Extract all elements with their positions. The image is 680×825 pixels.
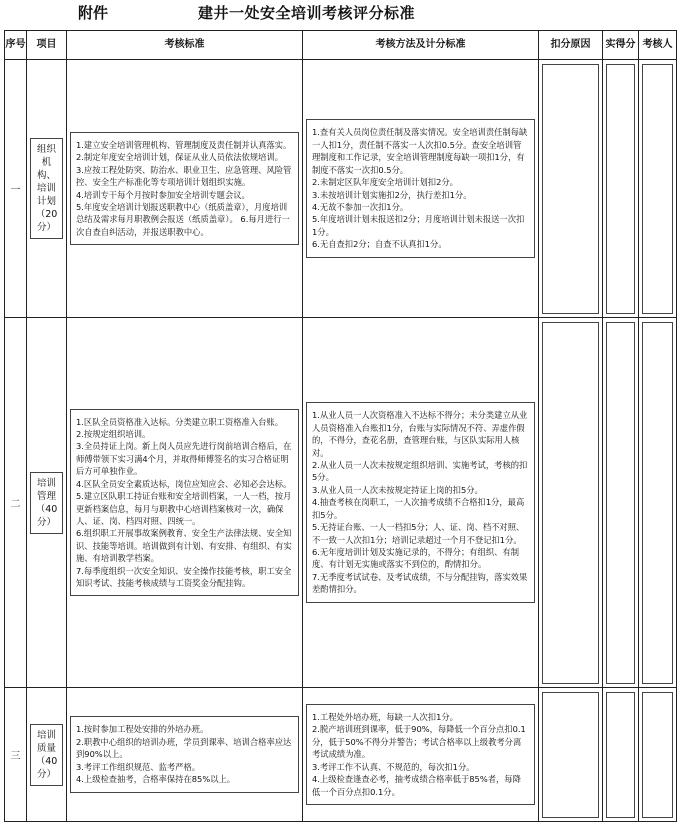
- row-method-cell: [303, 688, 539, 822]
- row-assessor[interactable]: [639, 688, 677, 822]
- row-standard: 1.区队全员资格准入达标。分类建立职工资格准入台账。 2.按规定组织培训。 3.全员持证上岗。新上岗人员应先进行岗前培训合格后，在师傅带领下实习满4个月，并取得师傅签名的实习合格证明后方可单独作业。 4.区队全员安全素质达标，岗位应知应会、必知必会达标。 5.建立区队职工持证台账和安全培训档案，一人一档，按月更新档案信息，每月与职教中心培训档案核对一次，确保人、证、岗、档四对照、四统一。 6.组织职工开展事故案例教育、安全生产法律法规、安全知识、技能等培训。培训做到有计划、有安排、有组织、有实施、有培训教学档案。 7.每季度组织一次安全知识、安全操作技能考核，职工安全知识考试、技能考核成绩与工资奖金分配挂钩。: [70, 409, 299, 597]
- row-method: 1.工程处外培办班，每缺一人次扣1分。 2.脱产培训班到课率，低于90%，每降低一个百分点扣0.1分，低于50%不得分并警告；考试合格率以上级教考分离考试成绩为准。 3.考评工作不认真、不规范的，每次扣1分。 4.上级检查逢查必考，抽考成绩合格率低于85%者，每降低一个百分点扣0.1分。: [306, 704, 535, 805]
- scoring-table: [4, 30, 677, 822]
- row-item: 培训质量（40分）: [30, 724, 63, 786]
- table-header-row: [5, 31, 677, 60]
- row-assessor[interactable]: [639, 60, 677, 318]
- row-deduction-reason[interactable]: [539, 60, 603, 318]
- row-standard: 1.建立安全培训管理机构、管理制度及责任制并认真落实。 2.制定年度安全培训计划，保证从业人员依法依规培训。 3.应按工程处防突、防治水、职业卫生、应急管理、风险管控、安全生产标准化等专项培训计划组织实施。 4.培训专干每个月按时参加安全培训专题会议。 5.年度安全培训计划报送职教中心（纸质盖章），月度培训总结及需求每月职教例会报送（纸质盖章）。 6.每月进行一次自查自纠活动，并报送职教中心。: [70, 132, 299, 245]
- row-standard: 1.按时参加工程处安排的外培办班。 2.职教中心组织的培训办班，学员到课率、培训合格率应达到90%以上。 3.考评工作组织规范、监考严格。 4.上级检查抽考，合格率保持在85%以上。: [70, 716, 299, 792]
- column-header-deduction-reason: 扣分原因: [539, 31, 603, 60]
- row-deduction-reason[interactable]: [539, 688, 603, 822]
- column-header-assessor: 考核人: [639, 31, 677, 60]
- row-method-cell: [303, 60, 539, 318]
- column-header-item: 项目: [27, 31, 67, 60]
- column-header-actual-score: 实得分: [603, 31, 639, 60]
- row-item-cell: [27, 688, 67, 822]
- row-method: 1.从业人员一人次资格准入不达标不得分；未分类建立从业人员资格准入台账扣1分，台账与实际情况不符、弄虚作假的，不得分，查花名册，查管理台账，与区队实际用人核对。 2.从业人员一人次未按规定组织培训、实施考试，考核的扣5分。 3.从业人员一人次未按规定持证上岗的扣5分。 4.抽查考核在岗职工，一人次抽考成绩不合格扣1分，最高扣5分。 5.无持证台账、一人一档扣5分；人、证、岗、档不对照、不一致一人次扣1分；培训记录超过一个月不登记扣1分。 6.无年度培训计划及实施记录的，不得分；有组织、有制度、有计划无实施或落实不到位的，酌情扣分。 7.无季度考试试卷、及考试成绩，不与分配挂钩，落实效果差酌情扣分。: [306, 402, 535, 602]
- row-deduction-reason[interactable]: [539, 318, 603, 688]
- row-number: 三: [5, 688, 27, 822]
- attachment-label: 附件: [78, 4, 109, 22]
- row-actual-score[interactable]: [603, 688, 639, 822]
- row-method: 1.查有关人员岗位责任制及落实情况。安全培训责任制每缺一人扣1分，责任制不落实一人次扣0.5分。查安全培训管理制度和工作记录，安全培训管理制度每缺一项扣1分，有制度不落实一次扣0.5分。 2.未制定区队年度安全培训计划扣2分。 3.未按培训计划实施扣2分，执行差扣1分。 4.无故不参加一次扣1分。 5.年度培训计划未报送扣2分；月度培训计划未报送一次扣1分。 6.无自查扣2分；自查不认真扣1分。: [306, 119, 535, 257]
- document-header: [0, 0, 680, 26]
- row-number: 一: [5, 60, 27, 318]
- table-row: [5, 60, 677, 318]
- row-item-cell: [27, 318, 67, 688]
- row-item: 培训管理（40分）: [30, 472, 63, 534]
- row-actual-score[interactable]: [603, 60, 639, 318]
- row-number: 二: [5, 318, 27, 688]
- column-header-standard: 考核标准: [67, 31, 303, 60]
- document-title: 建井一处安全培训考核评分标准: [198, 4, 416, 22]
- column-header-method: 考核方法及计分标准: [303, 31, 539, 60]
- row-method-cell: [303, 318, 539, 688]
- table-row: [5, 318, 677, 688]
- row-assessor[interactable]: [639, 318, 677, 688]
- row-actual-score[interactable]: [603, 318, 639, 688]
- table-row: [5, 688, 677, 822]
- column-header-no: 序号: [5, 31, 27, 60]
- row-standard-cell: [67, 688, 303, 822]
- row-standard-cell: [67, 60, 303, 318]
- row-item-cell: [27, 60, 67, 318]
- row-item: 组织机构、培训计划（20分）: [30, 138, 63, 239]
- row-standard-cell: [67, 318, 303, 688]
